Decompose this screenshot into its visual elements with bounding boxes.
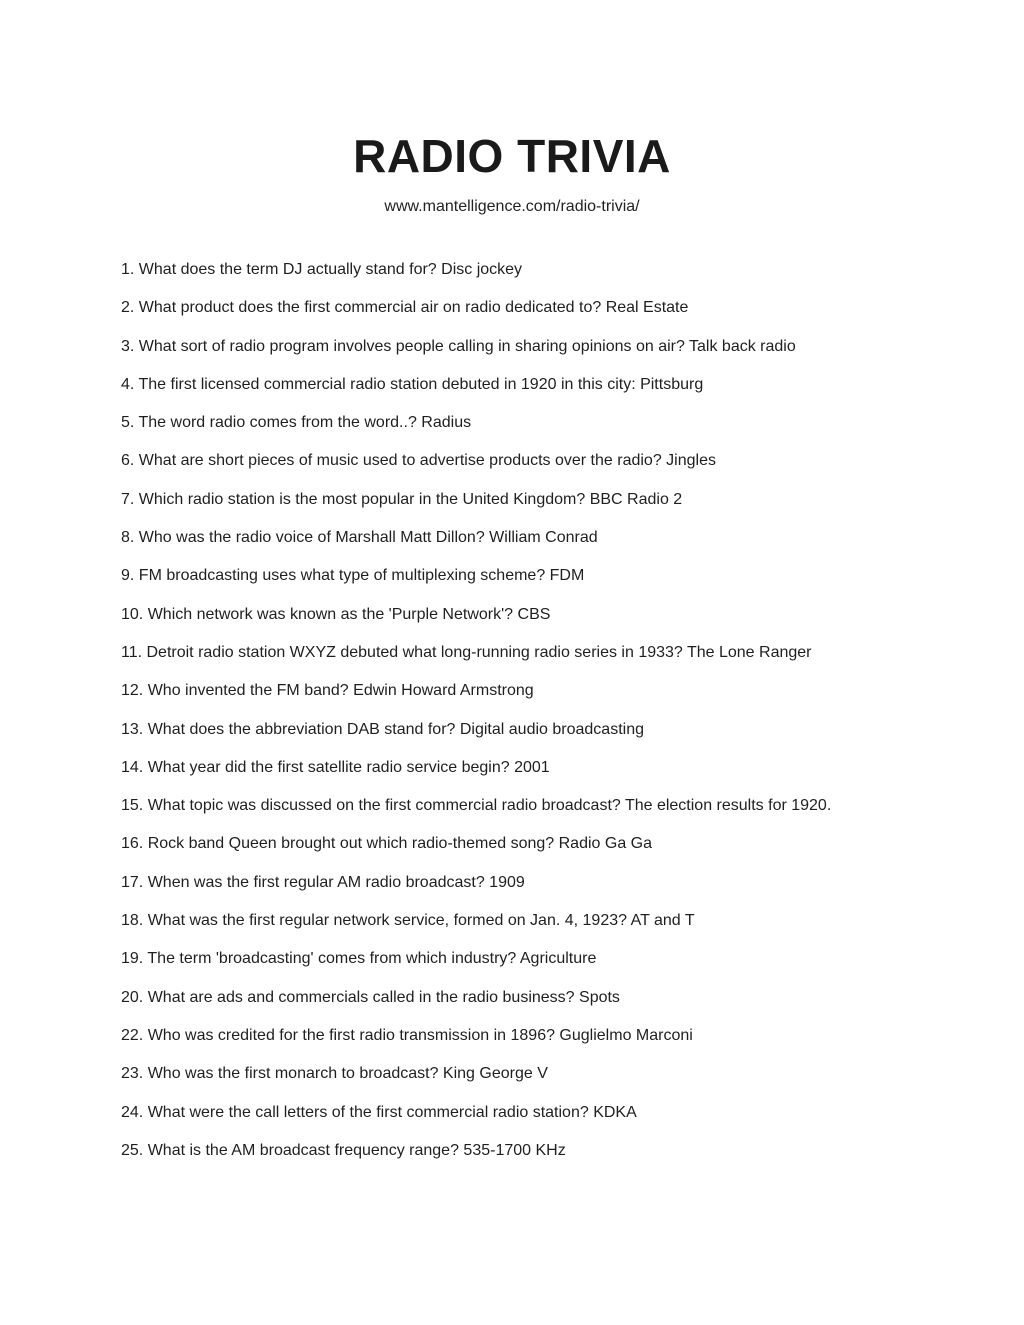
list-item: 13. What does the abbreviation DAB stand for? Digital audio broadcasting	[121, 720, 644, 738]
page-title: RADIO TRIVIA	[353, 130, 671, 182]
list-item: 8. Who was the radio voice of Marshall Matt Dillon? William Conrad	[121, 529, 598, 547]
list-item: 19. The term 'broadcasting' comes from which industry? Agriculture	[121, 950, 597, 968]
list-item: 5. The word radio comes from the word..? Radius	[121, 414, 472, 432]
list-item: 16. Rock band Queen brought out which radio-themed song? Radio Ga Ga	[121, 835, 652, 853]
list-item: 4. The first licensed commercial radio station debuted in 1920 in this city: Pittsburg	[121, 375, 704, 393]
list-item: 3. What sort of radio program involves people calling in sharing opinions on air? Talk back radio	[121, 337, 796, 355]
list-item: 2. What product does the first commercial air on radio dedicated to? Real Estate	[121, 299, 689, 317]
list-item: 12. Who invented the FM band? Edwin Howard Armstrong	[121, 682, 534, 700]
source-url: www.mantelligence.com/radio-trivia/	[384, 198, 640, 215]
list-item: 20. What are ads and commercials called in the radio business? Spots	[121, 988, 620, 1006]
list-item: 25. What is the AM broadcast frequency range? 535-1700 KHz	[121, 1141, 566, 1159]
list-item: 15. What topic was discussed on the first commercial radio broadcast? The election results for 1920.	[121, 797, 832, 815]
list-item: 7. Which radio station is the most popular in the United Kingdom? BBC Radio 2	[121, 490, 683, 508]
trivia-list	[121, 259, 1001, 1178]
list-item: 10. Which network was known as the 'Purple Network'? CBS	[121, 605, 551, 623]
list-item: 11. Detroit radio station WXYZ debuted what long-running radio series in 1933? The Lone Ranger	[121, 643, 812, 661]
list-item: 6. What are short pieces of music used to advertise products over the radio? Jingles	[121, 452, 716, 470]
list-item: 14. What year did the first satellite radio service begin? 2001	[121, 758, 550, 776]
list-item: 23. Who was the first monarch to broadcast? King George V	[121, 1065, 548, 1083]
list-item: 22. Who was credited for the first radio transmission in 1896? Guglielmo Marconi	[121, 1026, 693, 1044]
list-item: 24. What were the call letters of the first commercial radio station? KDKA	[121, 1103, 637, 1121]
list-item: 1. What does the term DJ actually stand for? Disc jockey	[121, 261, 523, 278]
list-item: 17. When was the first regular AM radio broadcast? 1909	[121, 873, 525, 891]
list-item: 18. What was the first regular network service, formed on Jan. 4, 1923? AT and T	[121, 912, 695, 930]
list-item: 9. FM broadcasting uses what type of multiplexing scheme? FDM	[121, 567, 585, 585]
